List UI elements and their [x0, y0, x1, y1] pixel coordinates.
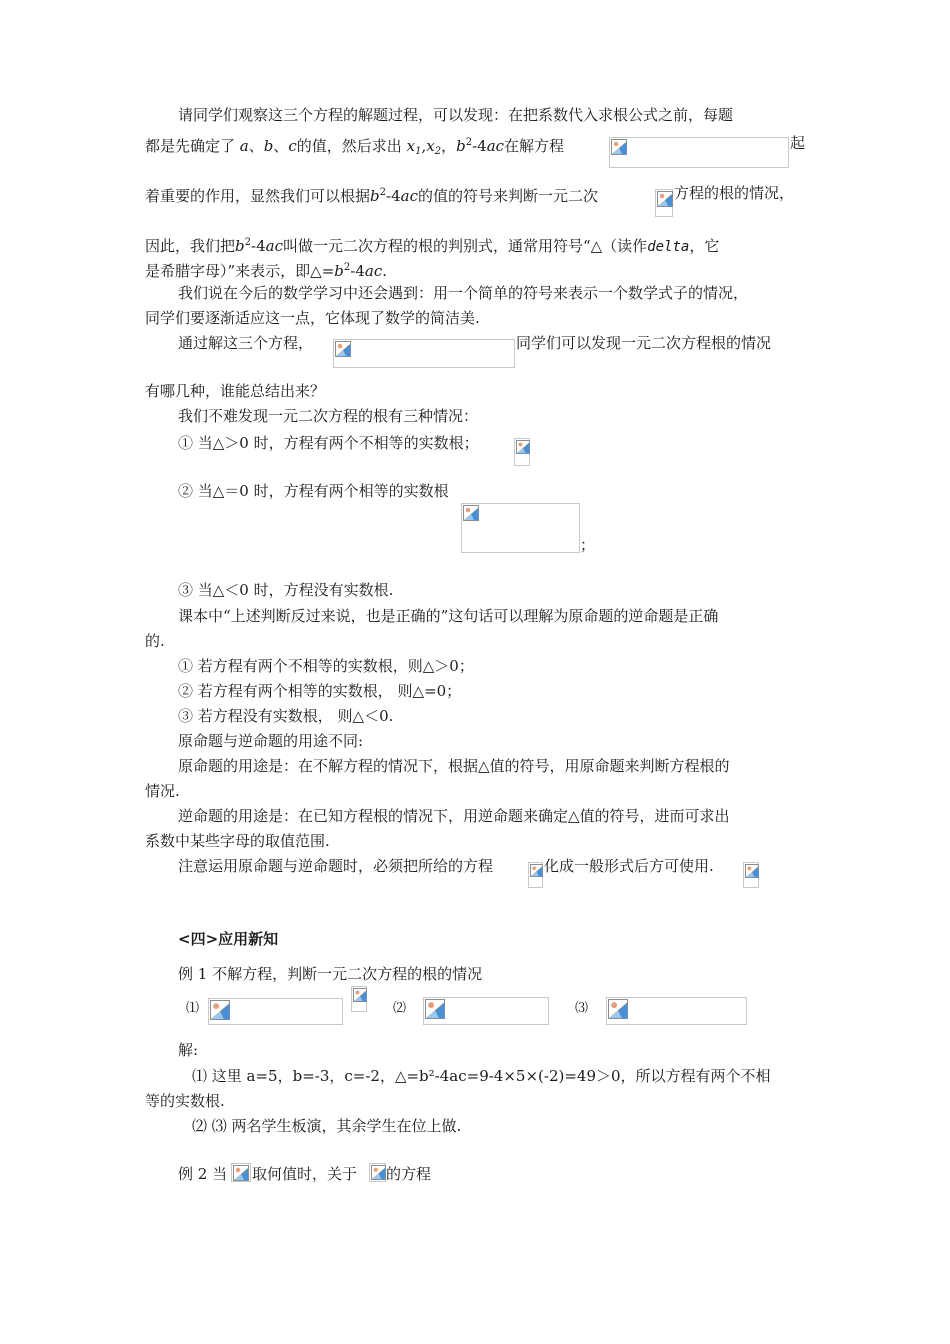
text: ， — [441, 137, 457, 155]
broken-image-icon — [425, 999, 445, 1019]
case-1: ① 当△＞0 时，方程有两个不相等的实数根； — [178, 434, 479, 452]
broken-image-icon — [233, 1165, 249, 1181]
comma: , — [421, 137, 427, 155]
usage-line1: 原命题与逆命题的用途不同: — [178, 732, 364, 750]
broken-image-icon — [608, 999, 628, 1019]
example-1-title: 例 1 不解方程，判断一元二次方程的根的情况 — [178, 965, 483, 983]
para2-line2: 同学们要逐渐适应这一点，它体现了数学的简洁美. — [145, 309, 480, 327]
equation-image-6 — [528, 862, 543, 888]
sep: 、 — [273, 137, 289, 155]
var-b: b — [263, 137, 274, 155]
usage-line3: 情况. — [145, 782, 180, 800]
example-1-equation-3 — [606, 997, 747, 1025]
equation-image-7 — [743, 862, 759, 888]
broken-image-icon — [745, 864, 759, 878]
para1-line2-end: 起 — [790, 134, 806, 152]
converse-line2: 的. — [145, 632, 165, 650]
example-1-equation-1 — [208, 998, 343, 1025]
example-2-line-mid: 取何值时，关于 — [252, 1165, 358, 1183]
broken-image-icon — [371, 1165, 386, 1180]
para1-line4: 因此，我们把$b^2-4ac$叫做一元二次方程的根的判别式，通常用符号“△（读作delta，它 — [145, 237, 720, 255]
para2-line1: 我们说在今后的数学学习中还会遇到：用一个简单的符号来表示一个数学式子的情况， — [178, 284, 749, 302]
sep: 、 — [248, 137, 264, 155]
broken-image-icon — [353, 988, 367, 1002]
converse-r2: ② 若方程有两个相等的实数根， 则△=0； — [178, 682, 462, 700]
para1-line3: 着重要的作用，显然我们可以根据$b^2-4ac$的值的符号来判断一元二次 — [145, 187, 598, 205]
solution-label: 解: — [178, 1041, 199, 1059]
x1: $x_1$ — [406, 137, 422, 157]
text: 在解方程 — [504, 137, 565, 155]
example-2-variable-image — [231, 1163, 251, 1182]
discriminant: $b^2-4ac$ — [370, 187, 418, 205]
delta-word: delta — [647, 239, 690, 255]
equation-image-3 — [333, 339, 515, 368]
broken-image-icon — [516, 440, 530, 454]
converse-line1: 课本中“上述判断反过来说，也是正确的”这句话可以理解为原命题的逆命题是正确 — [178, 607, 719, 625]
example-2-line: 例 2 当 — [178, 1165, 228, 1183]
broken-image-icon — [335, 341, 351, 357]
converse-r1: ① 若方程有两个不相等的实数根，则△＞0； — [178, 657, 474, 675]
section-4-title: <四>应用新知 — [178, 930, 279, 948]
equation-image-5 — [461, 503, 580, 553]
discriminant: $b^2-4ac$ — [334, 262, 383, 280]
case-2-end: ； — [580, 536, 596, 554]
example-1-option-1-label: ⑴ — [186, 1001, 200, 1016]
text: 都是先确定了 — [145, 137, 236, 155]
example-1-equation-2 — [423, 997, 549, 1025]
x2: $x_2$ — [426, 137, 442, 157]
para1-line2 — [145, 133, 564, 162]
solution-line3: ⑵ ⑶ 两名学生板演，其余学生在位上做. — [192, 1117, 462, 1135]
broken-image-icon — [657, 191, 673, 207]
broken-image-icon — [530, 864, 543, 877]
example-1-option-2-label: ⑵ — [393, 1001, 407, 1016]
example-1-option-3-label: ⑶ — [575, 1001, 589, 1016]
example-2-line-end: 的方程 — [386, 1165, 432, 1183]
text: 的值，然后求出 — [296, 137, 402, 155]
para1-line1: 请同学们观察这三个方程的解题过程，可以发现：在把系数代入求根公式之前，每题 — [178, 106, 734, 124]
usage-line5: 系数中某些字母的取值范围. — [145, 832, 330, 850]
solution-line1: ⑴ 这里 a=5，b=-3，c=-2，△=b²-4ac=9-4×5×(-2)=49＞0，所以方程有两个不相 — [192, 1067, 771, 1085]
usage-line6-end: 化成一般形式后方可使用. — [544, 857, 714, 875]
broken-image-icon — [210, 1000, 230, 1020]
equation-image-4 — [514, 438, 530, 466]
converse-r3: ③ 若方程没有实数根， 则△＜0. — [178, 707, 394, 725]
para3-line1: 通过解这三个方程， — [178, 334, 314, 352]
usage-line4: 逆命题的用途是：在已知方程根的情况下，用逆命题来确定△值的符号，进而可求出 — [178, 807, 730, 825]
var-a: a — [239, 137, 249, 155]
broken-image-icon — [463, 505, 479, 521]
discriminant: $b^2-4ac$ — [456, 137, 505, 155]
usage-line2: 原命题的用途是：在不解方程的情况下，根据△值的符号，用原命题来判断方程根的 — [178, 757, 730, 775]
cases-intro: 我们不难发现一元二次方程的根有三种情况： — [178, 407, 479, 425]
para3-line1-end: 同学们可以发现一元二次方程根的情况 — [516, 334, 772, 352]
para1-line3-end: 方程的根的情况， — [674, 184, 795, 202]
usage-line6: 注意运用原命题与逆命题时，必须把所给的方程 — [178, 857, 494, 875]
discriminant: $b^2-4ac$ — [235, 237, 283, 255]
para1-line5: 是希腊字母）”来表示，即$\triangle=b^2-4ac$. — [145, 262, 388, 280]
equation-image-1 — [609, 137, 789, 168]
equation-image-8 — [351, 986, 367, 1012]
equation-image-2 — [655, 189, 673, 217]
case-3: ③ 当△＜0 时，方程没有实数根. — [178, 581, 394, 599]
broken-image-icon — [611, 139, 627, 155]
var-c: c — [288, 137, 297, 155]
para3-line2: 有哪几种，谁能总结出来？ — [145, 382, 326, 400]
example-2-x-image — [369, 1163, 386, 1182]
case-2: ② 当△＝0 时，方程有两个相等的实数根 — [178, 482, 449, 500]
solution-line2: 等的实数根. — [145, 1092, 225, 1110]
